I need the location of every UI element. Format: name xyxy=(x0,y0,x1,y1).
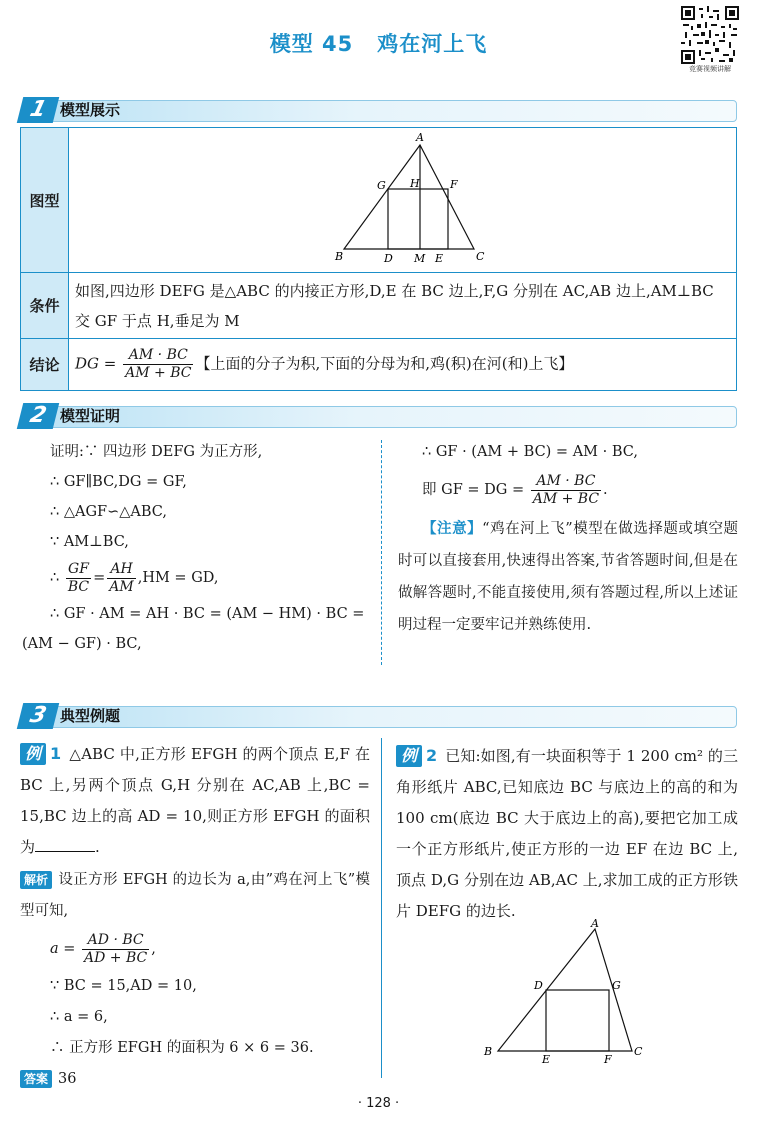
example-1 xyxy=(20,738,370,1095)
figure-label: 图型 xyxy=(21,128,69,273)
section-header-model-display xyxy=(20,97,737,123)
conclusion-lhs: DG = xyxy=(75,354,117,373)
example-2: 例 2 已知:如图,有一块面积等于 1 200 cm² 的三角形纸片 ABC,已知底边 BC 与底边上的高的和为 100 cm(底边 BC 大于底边上的高),要把它加工成一个正方形纸片,使正方形的一边 EF 在边 BC 上,顶点 D,G 分别在边 AB,AC 上,求加工成的正方形铁片 DEFG 的边长. xyxy=(396,746,738,920)
proof-line: ∴ GF · (AM + BC) = AM · BC, xyxy=(422,444,638,460)
figure-cell xyxy=(69,128,737,273)
page-number: · 128 · xyxy=(357,1096,400,1111)
analysis-step: ∴ 正方形 EFGH 的面积为 6 × 6 = 36. xyxy=(50,1040,314,1056)
section-header-model-proof xyxy=(20,403,737,429)
proof-line: (AM − GF) · BC, xyxy=(22,636,142,652)
model-table xyxy=(20,127,737,391)
example-2-figure xyxy=(470,915,660,1070)
condition-text: 如图,四边形 DEFG 是△ABC 的内接正方形,D,E 在 BC 边上,F,G 分别在 AC,AB 边上,AM⊥BC 交 GF 于点 H,垂足为 M xyxy=(69,273,737,339)
analysis-step: ∵ BC = 15,AD = 10, xyxy=(50,978,197,994)
example-tag: 例 xyxy=(20,743,46,765)
qr-code-icon[interactable] xyxy=(681,6,739,64)
model-figure xyxy=(75,128,730,262)
analysis-formula: a = $\frac{AD \cdot BC}{AD + BC}$ , xyxy=(50,931,156,966)
note-tag: 【注意】 xyxy=(422,521,483,537)
example-tag: 例 xyxy=(396,745,422,767)
point-b: B xyxy=(484,1045,493,1058)
section-title: 典型例题 xyxy=(60,707,121,725)
page-title: 模型 45 鸡在河上飞 xyxy=(269,32,488,56)
column-divider xyxy=(381,440,382,665)
square-defg xyxy=(546,990,609,1051)
section-number: 2 xyxy=(17,403,59,429)
analysis-step: ∴ a = 6, xyxy=(50,1009,108,1025)
analysis: 解析 设正方形 EFGH 的边长为 a,由”鸡在河上飞”模型可知, xyxy=(20,872,370,919)
point-m: M xyxy=(414,252,426,262)
point-c: C xyxy=(634,1045,643,1058)
point-g: G xyxy=(377,179,386,192)
section-header-typical-examples xyxy=(20,703,737,729)
point-d: D xyxy=(384,252,393,262)
point-a: A xyxy=(416,131,424,144)
triangle-abc xyxy=(344,145,474,249)
point-b: B xyxy=(335,250,344,262)
qr-caption: 竞赛视频讲解 xyxy=(689,65,731,73)
column-divider xyxy=(381,738,382,1078)
answer-blank xyxy=(35,837,95,852)
example-2-question: 已知:如图,有一块面积等于 1 200 cm² 的三角形纸片 ABC,已知底边 BC 与底边上的高的和为 100 cm(底边 BC 大于底边上的高),要把它加工成一个正方形纸片,使正方形的一边 EF 在边 BC 上,顶点 D,G 分别在边 AB,AC 上,求加工成的正方形铁片 DEFG 的边长. xyxy=(396,747,738,920)
answer-line xyxy=(20,1064,370,1095)
proof-right xyxy=(398,437,738,641)
conclusion-fraction: $\frac{AM \cdot BC}{AM + BC}$ xyxy=(125,347,192,381)
proof-line: ∵ AM⊥BC, xyxy=(50,534,129,550)
section-number: 1 xyxy=(17,97,59,123)
example-1-question: 例 1 △ABC 中,正方形 EFGH 的两个顶点 E,F 在 BC 上,另两个顶点 G,H 分别在 AC,AB 上,BC = 15,BC 边上的高 AD = 10,则正方形 EFGH 的面积为 . xyxy=(20,744,370,856)
section-number: 3 xyxy=(17,703,59,729)
note-paragraph: 【注意】“鸡在河上飞”模型在做选择题或填空题时可以直接套用,快速得出答案,节省答题时间,但是在做解答题时,不能直接使用,须有答题过程,所以上述证明过程一定要牢记并熟练使用. xyxy=(398,521,739,633)
answer-tag: 答案 xyxy=(20,1070,52,1088)
answer-value: 36 xyxy=(58,1071,77,1087)
conclusion-cell xyxy=(69,339,737,391)
proof-line-fraction: ∴ $\frac{GF}{BC}$ = $\frac{AH}{AM}$ ,HM = GD, xyxy=(50,560,219,595)
condition-label: 条件 xyxy=(21,273,69,339)
proof-line-fraction: 即 GF = DG = $\frac{AM \cdot BC}{AM + BC}$ . xyxy=(422,472,608,507)
proof-line: 证明:∵ 四边形 DEFG 为正方形, xyxy=(50,444,263,460)
proof-line: ∴ GF∥BC,DG = GF, xyxy=(50,474,187,490)
section-title: 模型证明 xyxy=(60,407,121,425)
point-f: F xyxy=(604,1053,612,1066)
point-c: C xyxy=(476,250,485,262)
point-g: G xyxy=(612,979,621,992)
point-e: E xyxy=(435,252,444,262)
proof-line: ∴ △AGF∽△ABC, xyxy=(50,504,167,520)
point-e: E xyxy=(542,1053,551,1066)
point-h: H xyxy=(410,177,420,190)
conclusion-label: 结论 xyxy=(21,339,69,391)
square-defg xyxy=(388,189,448,249)
proof-left xyxy=(22,437,372,659)
proof-line: ∴ GF · AM = AH · BC = (AM − HM) · BC = xyxy=(50,606,365,622)
point-f: F xyxy=(450,178,458,191)
point-d: D xyxy=(534,979,543,992)
section-title: 模型展示 xyxy=(60,101,121,119)
conclusion-note: 【上面的分子为积,下面的分母为和,鸡(积)在河(和)上飞】 xyxy=(195,354,574,373)
analysis-tag: 解析 xyxy=(20,871,52,889)
point-a: A xyxy=(591,917,599,930)
